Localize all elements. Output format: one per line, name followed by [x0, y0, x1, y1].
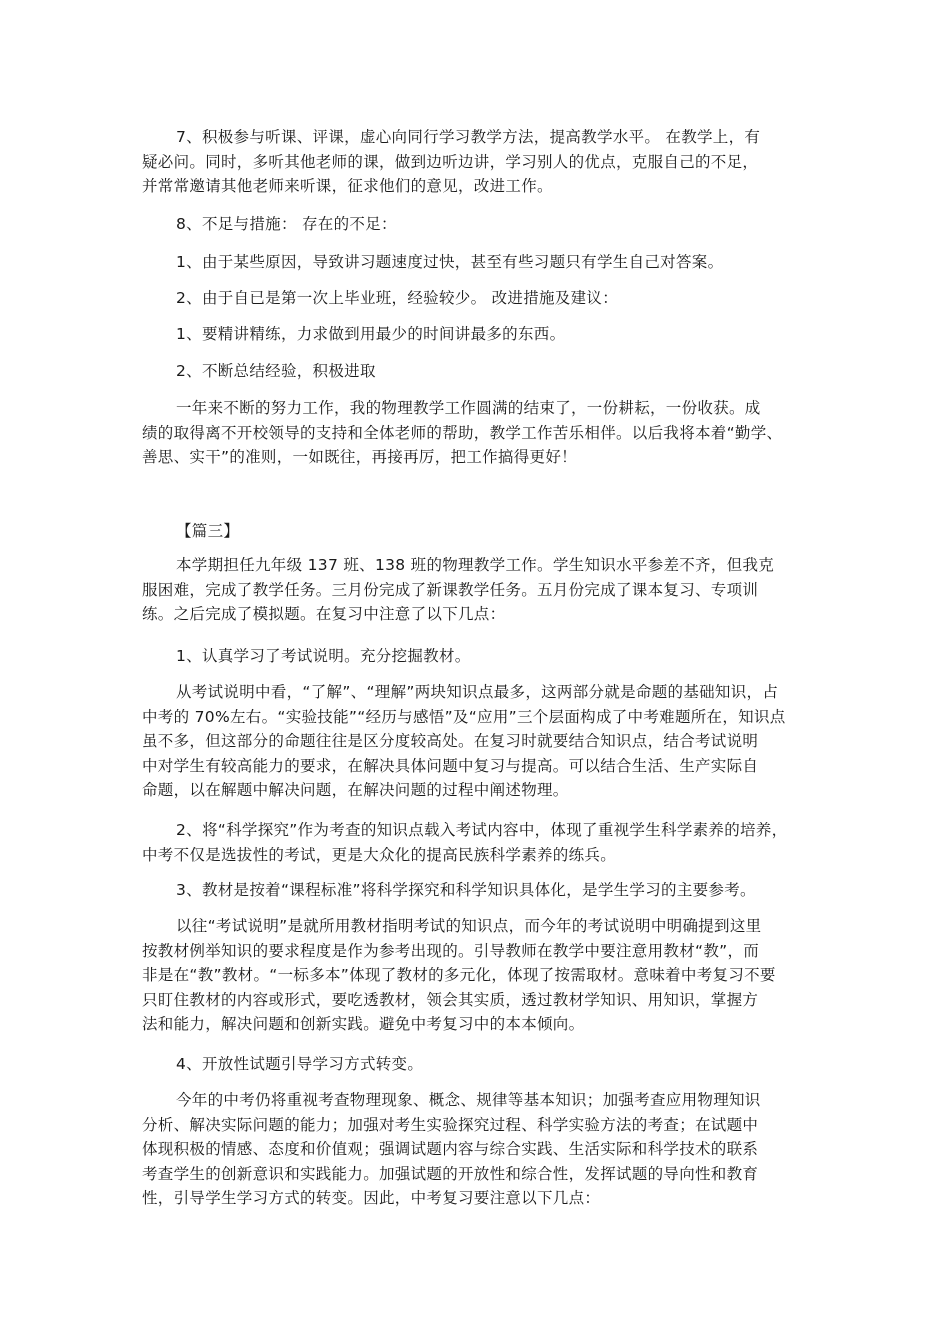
paragraph-line: 绩的取得离不开校领导的支持和全体老师的帮助，教学工作苦乐相伴。以后我将本着“勤学、 [142, 423, 783, 442]
paragraph-line: 今年的中考仍将重视考查物理现象、概念、规律等基本知识；加强考查应用物理知识 [176, 1091, 761, 1109]
shortcoming-1: 1、由于某些原因，导致讲习题速度过快，甚至有些习题只有学生自己对答案。 [176, 253, 724, 271]
paragraph-line: 中对学生有较高能力的要求，在解决具体问题中复习与提高。可以结合生活、生产实际自 [142, 756, 759, 775]
point-1: 1、认真学习了考试说明。充分挖掘教材。 [176, 647, 471, 665]
paragraph-line: 法和能力，解决问题和创新实践。避免中考复习中的本本倾向。 [142, 1015, 585, 1033]
point-4-body [142, 1088, 810, 1211]
shortcoming-2: 2、由于自已是第一次上毕业班，经验较少。 改进措施及建议： [176, 289, 618, 307]
paragraph-line: 从考试说明中看，“了解”、“理解”两块知识点最多，这两部分就是命题的基础知识，占 [176, 683, 779, 701]
paragraph-line: 命题，以在解题中解决问题，在解决问题的过程中阐述物理。 [142, 781, 569, 799]
point-3-body [142, 914, 810, 1037]
paragraph-line: 中考不仅是选拔性的考试，更是大众化的提高民族科学素养的练兵。 [142, 845, 617, 864]
paragraph-line: 以往“考试说明”是就所用教材指明考试的知识点，而今年的考试说明中明确提到这里 [176, 917, 762, 935]
paragraph-line: 考查学生的创新意识和实践能力。加强试题的开放性和综合性，发挥试题的导向性和教育 [142, 1164, 759, 1183]
paragraph-line: 练。之后完成了模拟题。在复习中注意了以下几点： [142, 605, 506, 623]
point-1-body [142, 680, 810, 803]
paragraph-line: 体现积极的情感、态度和价值观；强调试题内容与综合实践、生活实际和科学技术的联系 [142, 1140, 759, 1158]
paragraph-line: 虽不多，但这部分的命题往往是区分度较高处。在复习时就要结合知识点，结合考试说明 [142, 732, 759, 750]
paragraph-line: 分析、解决实际问题的能力；加强对考生实验探究过程、科学实验方法的考查；在试题中 [142, 1115, 759, 1134]
section-heading: 【篇三】 [176, 522, 240, 540]
paragraph-line: 中考的 70%左右。“实验技能”“经历与感悟”及“应用”三个层面构成了中考难题所在，知识点 [142, 707, 786, 726]
conclusion-paragraph [142, 396, 810, 470]
paragraph-line: 疑必问。同时，多听其他老师的课，做到边听边讲，学习别人的优点，克服自己的不足， [142, 152, 759, 171]
paragraph-line: 只盯住教材的内容或形式，要吃透教材，领会其实质，透过教材学知识、用知识，掌握方 [142, 990, 759, 1009]
paragraph-line: 并常常邀请其他老师来听课，征求他们的意见，改进工作。 [142, 177, 553, 195]
point-3: 3、教材是按着“课程标准”将科学探究和科学知识具体化，是学生学习的主要参考。 [176, 881, 756, 899]
point-4: 4、开放性试题引导学习方式转变。 [176, 1055, 424, 1073]
paragraph-line: 按教材例举知识的要求程度是作为参考出现的。引导教师在教学中要注意用教材“教”，而 [142, 941, 760, 960]
point-2 [142, 818, 810, 867]
measure-2: 2、不断总结经验，积极进取 [176, 362, 376, 380]
paragraph-line: 性，引导学生学习方式的转变。因此，中考复习要注意以下几点： [142, 1189, 601, 1207]
paragraph-line: 非是在“教”教材。“一标多本”体现了教材的多元化，体现了按需取材。意味着中考复习不要 [142, 966, 776, 984]
paragraph-line: 2、将“科学探究”作为考查的知识点载入考试内容中，体现了重视学生科学素养的培养， [176, 821, 788, 839]
intro-paragraph [142, 553, 810, 627]
paragraph-line: 7、积极参与听课、评课，虚心向同行学习教学方法，提高教学水平。 在教学上，有 [176, 128, 761, 146]
paragraph-line: 善思、实干”的准则，一如既往，再接再厉，把工作搞得更好！ [142, 448, 577, 466]
measure-1: 1、要精讲精练，力求做到用最少的时间讲最多的东西。 [176, 325, 566, 343]
paragraph-line: 服困难，完成了教学任务。三月份完成了新课教学任务。五月份完成了课本复习、专项训 [142, 580, 759, 599]
paragraph-7 [142, 125, 810, 199]
paragraph-line: 一年来不断的努力工作，我的物理教学工作圆满的结束了，一份耕耘，一份收获。成 [176, 399, 761, 417]
paragraph-line: 本学期担任九年级 137 班、138 班的物理教学工作。学生知识水平参差不齐，但我克 [176, 556, 775, 574]
paragraph-8: 8、不足与措施： 存在的不足： [176, 215, 397, 233]
